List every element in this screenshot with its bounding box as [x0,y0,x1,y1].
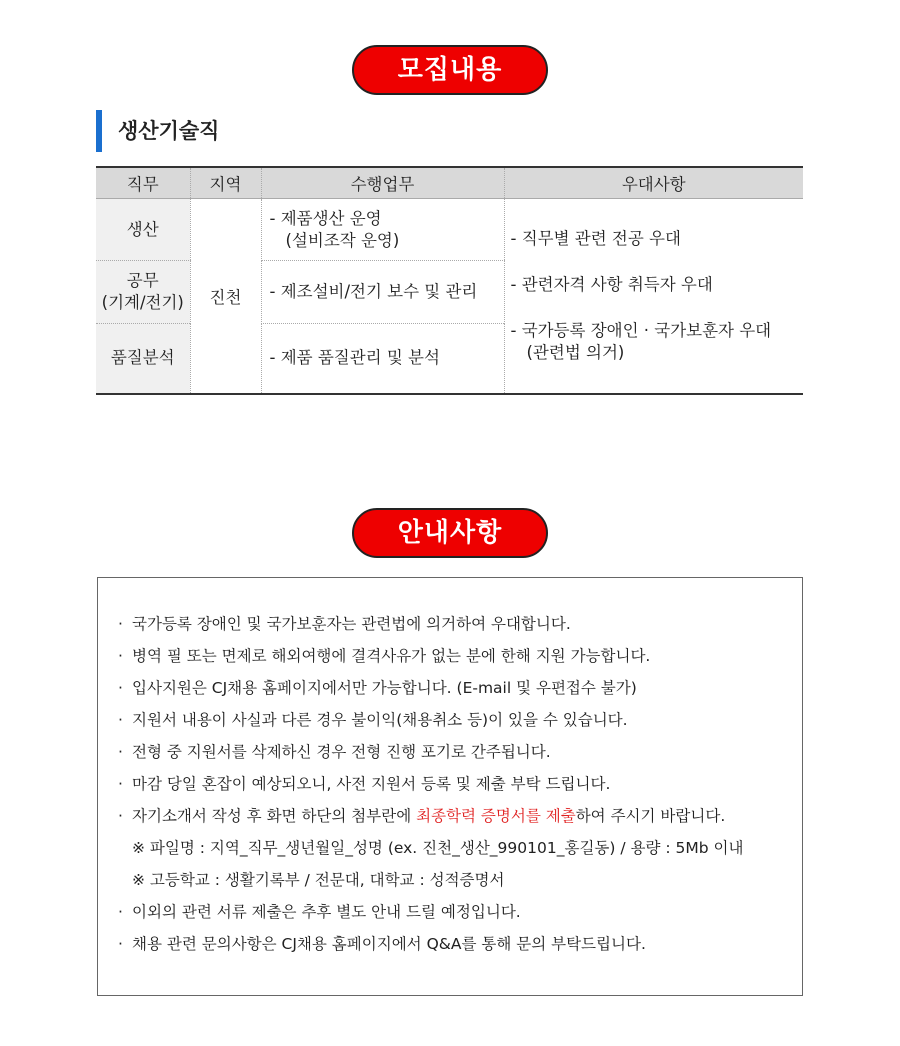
notice-text: 지원서 내용이 사실과 다른 경우 불이익(채용취소 등)이 있을 수 있습니다. [132,711,628,729]
job-cell [96,261,190,324]
job-name: 공무 [126,271,159,290]
list-item [118,768,802,800]
task-cell [261,324,504,394]
notice-title-badge: 안내사항 [352,508,548,558]
bullet: · [118,615,123,633]
notice-list [118,608,802,960]
bullet: · [118,775,123,793]
list-item [118,736,802,768]
task-line: - 제조설비/전기 보수 및 관리 [269,282,478,301]
preference-item: - 관련자격 사항 취득자 우대 [510,274,713,294]
notice-text: 국가등록 장애인 및 국가보훈자는 관련법에 의거하여 우대합니다. [132,615,571,633]
preference-note: (관련법 의거) [526,342,625,362]
list-item-sub [118,832,802,864]
list-item [118,704,802,736]
bullet: · [118,935,123,953]
header-job: 직무 [96,167,190,199]
header-preference: 우대사항 [504,167,803,199]
notice-box [97,577,803,996]
list-item [118,640,802,672]
bullet: · [118,679,123,697]
list-item [118,608,802,640]
notice-subtext: ※ 고등학교 : 생활기록부 / 전문대, 대학교 : 성적증명서 [132,871,505,889]
notice-subtext: ※ 파일명 : 지역_직무_생년월일_성명 (ex. 진천_생산_990101_홍길동) / 용량 : 5Mb 이내 [132,839,744,857]
notice-text: 자기소개서 작성 후 화면 하단의 첨부란에 [132,807,417,825]
region-cell [190,199,261,394]
notice-text: 채용 관련 문의사항은 CJ채용 홈페이지에서 Q&A를 통해 문의 부탁드립니다. [132,935,646,953]
highlighted-text: 최종학력 증명서를 제출 [416,807,576,825]
task-line: - 제품 품질관리 및 분석 [269,348,440,368]
notice-text: 하여 주시기 바랍니다. [575,807,726,825]
job-cell [96,324,190,394]
list-item [118,800,802,832]
list-item-sub [118,864,802,896]
bullet: · [118,711,123,729]
notice-text: 병역 필 또는 면제로 해외여행에 결격사유가 없는 분에 한해 지원 가능합니다. [132,647,651,665]
preference-item: - 국가등록 장애인 · 국가보훈자 우대 [510,320,772,340]
table-header-row [96,167,803,199]
bullet: · [118,807,123,825]
list-item [118,896,802,928]
header-region: 지역 [190,167,261,199]
task-cell [261,261,504,324]
bullet: · [118,647,123,665]
job-name-sub: (기계/전기) [101,293,184,312]
job-cell [96,199,190,261]
list-item [118,672,802,704]
recruit-title-badge: 모집내용 [352,45,548,95]
notice-text: 전형 중 지원서를 삭제하신 경우 전형 진행 포기로 간주됩니다. [132,743,551,761]
bullet: · [118,903,123,921]
job-name: 품질분석 [110,348,175,368]
task-line: - 제품생산 운영 [269,208,382,228]
task-line-sub: (설비조작 운영) [285,230,400,250]
notice-text: 입사지원은 CJ채용 홈페이지에서만 가능합니다. (E-mail 및 우편접수 불가) [132,679,637,697]
notice-text: 이외의 관련 서류 제출은 추후 별도 안내 드릴 예정입니다. [132,903,521,921]
table-row [96,199,803,261]
section-title: 생산기술직 [96,110,219,152]
job-table [96,166,803,395]
notice-text: 마감 당일 혼잡이 예상되오니, 사전 지원서 등록 및 제출 부탁 드립니다. [132,775,611,793]
header-task: 수행업무 [261,167,504,199]
preference-item: - 직무별 관련 전공 우대 [510,228,681,248]
region-name: 진천 [209,287,242,307]
list-item [118,928,802,960]
bullet: · [118,743,123,761]
job-name: 생산 [126,219,159,239]
task-cell [261,199,504,261]
preference-cell [504,199,803,394]
